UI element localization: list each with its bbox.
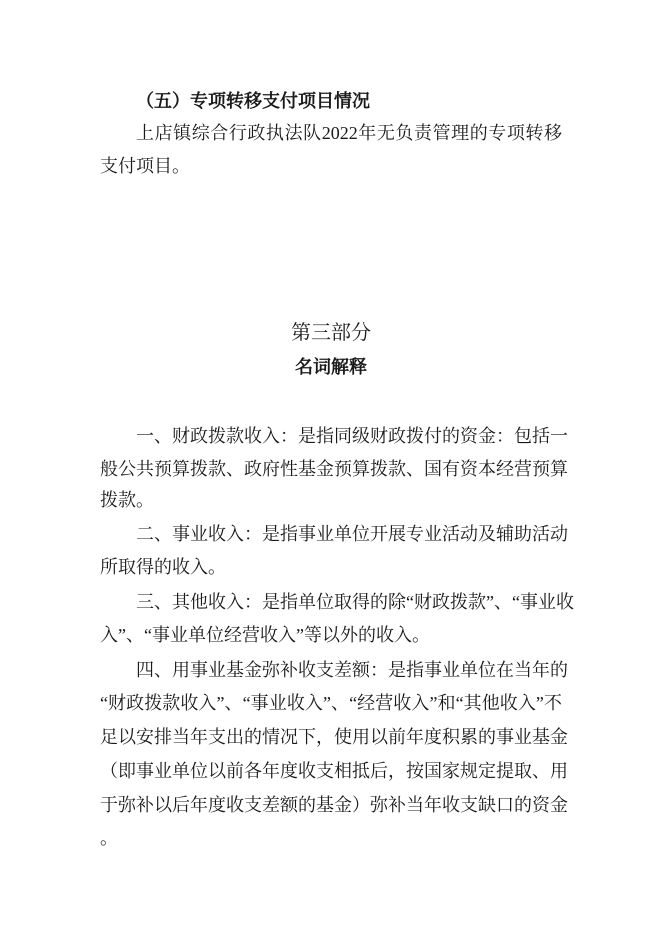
term-line: 入”、“事业单位经营收入”等以外的收入。: [100, 625, 430, 645]
paragraph-line: 上店镇综合行政执法队2022年无负责管理的专项转移: [136, 123, 562, 143]
term-line: 三、其他收入：是指单位取得的除“财政拨款”、“事业收: [136, 592, 574, 612]
term-line: 二、事业收入：是指事业单位开展专业活动及辅助活动: [136, 524, 568, 544]
part-title: 第三部分: [291, 322, 371, 344]
term-line: 足以安排当年支出的情况下，使用以前年度积累的事业基金: [100, 727, 568, 747]
term-line: 般公共预算拨款、政府性基金预算拨款、国有资本经营预算: [100, 459, 568, 479]
term-line: （即事业单位以前各年度收支相抵后，按国家规定提取、用: [100, 761, 568, 781]
section-heading: （五）专项转移支付项目情况: [136, 91, 370, 111]
term-line: 于弥补以后年度收支差额的基金）弥补当年收支缺口的资金: [100, 795, 568, 815]
paragraph-line: 支付项目。: [100, 156, 190, 176]
term-line: 所取得的收入。: [100, 557, 226, 577]
term-line: 四、用事业基金弥补收支差额：是指事业单位在当年的: [136, 660, 568, 680]
part-subtitle: 名词解释: [295, 357, 367, 377]
term-line: 。: [100, 828, 118, 848]
term-line: “财政拨款收入”、“事业收入”、“经营收入”和“其他收入”不: [100, 693, 562, 713]
term-line: 一、财政拨款收入：是指同级财政拨付的资金：包括一: [136, 426, 568, 446]
term-line: 拨款。: [100, 490, 154, 510]
